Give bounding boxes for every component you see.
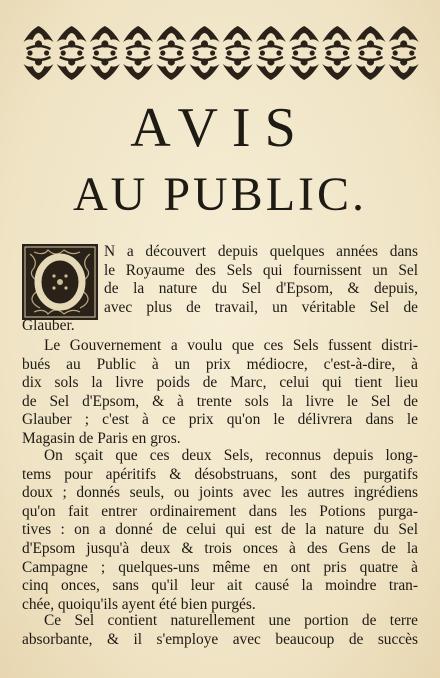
- paragraph-4: [22, 612, 418, 649]
- text-line: absorbante, & il s'employe avec beaucoup de succès: [22, 630, 418, 648]
- ornament-dot: [227, 50, 232, 55]
- text-line: avec plus de travail, un véritable Sel de: [104, 298, 418, 316]
- ornament-motif: [156, 26, 186, 49]
- paragraph-1: [104, 243, 418, 317]
- text-line: Le Gouvernement a voulu que ces Sels fussent distri-: [44, 337, 418, 354]
- ornament-motif: [24, 57, 54, 80]
- text-line: dix sols la livre poids de Marc, celui qui tient lieu: [22, 374, 418, 392]
- text-line: Campagne ; quelques-uns même en ont pris quatre à: [22, 558, 418, 576]
- decorative-header-band: [22, 14, 420, 92]
- ornament-motif: [289, 57, 319, 80]
- ornament-motif: [90, 26, 120, 49]
- ornament-dot: [293, 50, 298, 55]
- ornament-motif: [57, 26, 87, 49]
- text-line: tives : on a donné de celui qui est de la nature du Sel: [22, 521, 418, 539]
- ornament-dot: [359, 50, 364, 55]
- text-line: le Royaume des Sels qui fournissent un Sel: [104, 261, 418, 279]
- text-line: de Sel d'Epsom, & à trente sols la livre le Sel de: [22, 392, 418, 410]
- ornament-motif: [389, 57, 419, 80]
- ornament-dot: [376, 50, 381, 55]
- ornament-dot: [326, 50, 331, 55]
- ornament-dot: [94, 50, 99, 55]
- text-line: tems pour apéritifs & désobstruans, sont des purgatifs: [22, 465, 418, 483]
- ornament-motif: [322, 26, 352, 49]
- ornament-motif: [24, 26, 54, 49]
- ornament-dot: [127, 50, 132, 55]
- ornament-motif: [57, 57, 87, 80]
- ornament-dot: [193, 50, 198, 55]
- ornament-motif: [356, 57, 386, 80]
- ornament-dot: [276, 50, 281, 55]
- ornament-dot: [260, 50, 265, 55]
- text-line: On sçait que ces deux Sels, reconnus depuis long-: [44, 447, 418, 464]
- ornament-dot: [61, 50, 66, 55]
- ornament-motif: [123, 26, 153, 49]
- text-line: Glauber.: [22, 317, 75, 334]
- text-line: Glauber ; c'est à ce prix qu'on le délivrera dans le: [22, 411, 418, 429]
- ornament-dot: [110, 50, 115, 55]
- text-line: bués au Public à un prix médiocre, c'est-à-dire, à: [22, 355, 418, 373]
- text-line: doux ; donnés seuls, ou joints avec les autres ingrédiens: [22, 484, 418, 502]
- ornament-motif: [256, 26, 286, 49]
- ornament-motif: [90, 57, 120, 80]
- text-line: qu'on fait entrer ordinairement dans les Potions purga-: [22, 502, 418, 520]
- ornament-dot: [409, 50, 414, 55]
- ornament-motif: [289, 26, 319, 49]
- ornament-motif: [322, 57, 352, 80]
- ornament-dot: [144, 50, 149, 55]
- text-line: N a découvert depuis quelques années dans: [104, 243, 418, 260]
- text-line: cinq onces, sans qu'il leur ait causé la moindre tran-: [22, 577, 418, 595]
- ornamental-dropcap: [22, 244, 98, 320]
- paragraph-3: [22, 447, 418, 614]
- text-line: Magasin de Paris en gros.: [22, 429, 181, 447]
- ornament-motif: [223, 57, 253, 80]
- ornament-dot: [243, 50, 248, 55]
- ornament-dot: [210, 50, 215, 55]
- ornament-dot: [77, 50, 82, 55]
- ornament-dot: [44, 50, 49, 55]
- title-line-1: AVIS: [130, 97, 310, 159]
- ornament-motif: [389, 26, 419, 49]
- ornament-motif: [356, 26, 386, 49]
- ornament-dot: [343, 50, 348, 55]
- ornament-dot: [27, 50, 32, 55]
- title-line-2: AU PUBLIC.: [72, 168, 368, 221]
- paragraph-1-end: [22, 317, 418, 336]
- text-line: d'Epsom jusqu'à deux & trois onces à des Gens de la: [22, 539, 418, 557]
- ornament-motif: [123, 57, 153, 80]
- ornament-motif: [223, 26, 253, 49]
- ornament-dot: [310, 50, 315, 55]
- text-line: Ce Sel contient naturellement une portion de terre: [44, 612, 418, 629]
- ornament-motif: [156, 57, 186, 80]
- ornament-motif: [190, 57, 220, 80]
- ornament-motif: [190, 26, 220, 49]
- ornament-motif: [256, 57, 286, 80]
- paragraph-2: [22, 337, 418, 449]
- text-line: de la nature du Sel d'Epsom, & depuis,: [104, 280, 418, 298]
- ornament-dot: [177, 50, 182, 55]
- ornament-dot: [160, 50, 165, 55]
- ornament-dot: [393, 50, 398, 55]
- text-line: chée, quoiqu'ils ayent été bien purgés.: [22, 595, 256, 613]
